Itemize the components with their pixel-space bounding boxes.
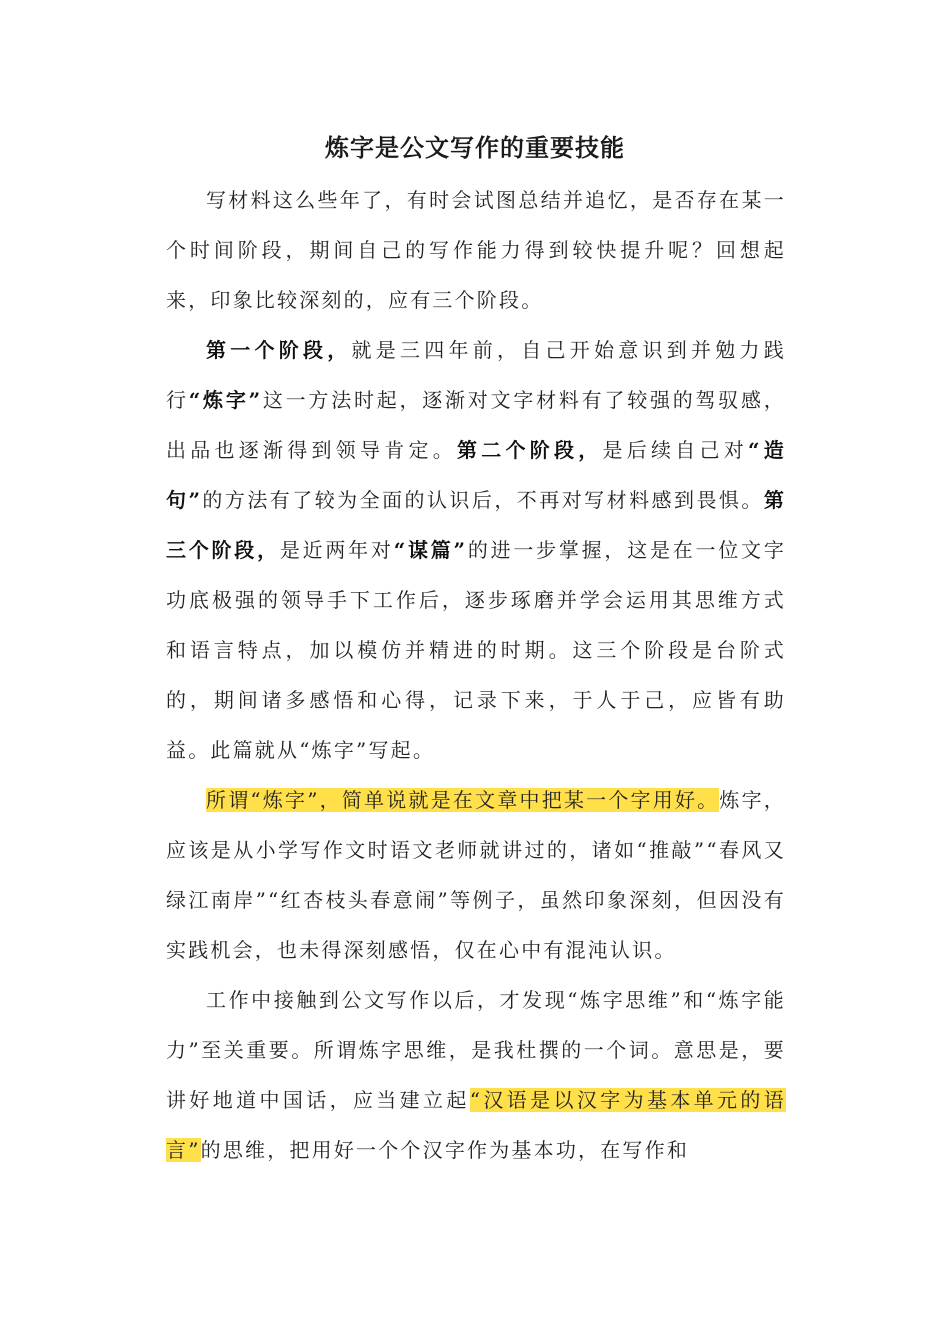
definition-rest: 炼字，应该是从小学写作文时语文老师就讲过的，诸如“推敲”“春风又绿江南岸”“红杏枝头春意闹”等例子，虽然印象深刻，但因没有实践机会，也未得深刻感悟，仅在心中有混沌认识。	[166, 788, 787, 962]
paragraph-three-stages	[166, 325, 786, 775]
term-lianzi: “炼字”	[188, 388, 263, 412]
document-title: 炼字是公文写作的重要技能	[325, 133, 625, 162]
stage-one-text: 就是三四年前，自己开始意识到并勉力践行	[166, 338, 786, 412]
stage-two-label: 第二个阶段，	[457, 438, 603, 462]
stage-one-label: 第一个阶段，	[206, 338, 352, 362]
paragraph-intro: 写材料这么些年了，有时会试图总结并追忆，是否存在某一个时间阶段，期间自己的写作能力得到较快提升呢？回想起来，印象比较深刻的，应有三个阶段。	[166, 188, 786, 312]
paragraph-definition	[166, 775, 786, 975]
thinking-before: 工作中接触到公文写作以后，才发现“炼字思维”和“炼字能力”至关重要。所谓炼字思维，是我杜撰的一个词。意思是，要讲好地道中国话，应当建立起	[166, 988, 786, 1112]
stage-three-label: 第三个阶段，	[166, 488, 787, 562]
highlighted-definition: 所谓“炼字”，简单说就是在文章中把某一个字用好。	[206, 788, 720, 812]
document-body	[166, 175, 786, 1175]
term-moupian: “谋篇”	[393, 538, 468, 562]
stage-three-rest: 的进一步掌握，这是在一位文字功底极强的领导手下工作后，逐步琢磨并学会运用其思维方式和语言特点，加以模仿并精进的时期。这三个阶段是台阶式的，期间诸多感悟和心得，记录下来，于人于己，应皆有助益。此篇就从“炼字”写起。	[166, 538, 787, 762]
stage-one-rest: 这一方法时起，逐渐对文字材料有了较强的驾驭感，出品也逐渐得到领导肯定。	[166, 388, 787, 462]
stage-two-rest: 的方法有了较为全面的认识后，不再对写材料感到畏惧。	[202, 488, 764, 512]
highlighted-principle: “汉语是以汉字为基本单元的语言”	[166, 1088, 786, 1162]
term-zaoju: “造句”	[166, 438, 787, 512]
thinking-after: 的思维，把用好一个个汉字作为基本功，在写作和	[200, 1138, 690, 1162]
paragraph-thinking	[166, 975, 786, 1175]
stage-two-text: 是后续自己对	[602, 438, 749, 462]
stage-three-text: 是近两年对	[279, 538, 394, 562]
